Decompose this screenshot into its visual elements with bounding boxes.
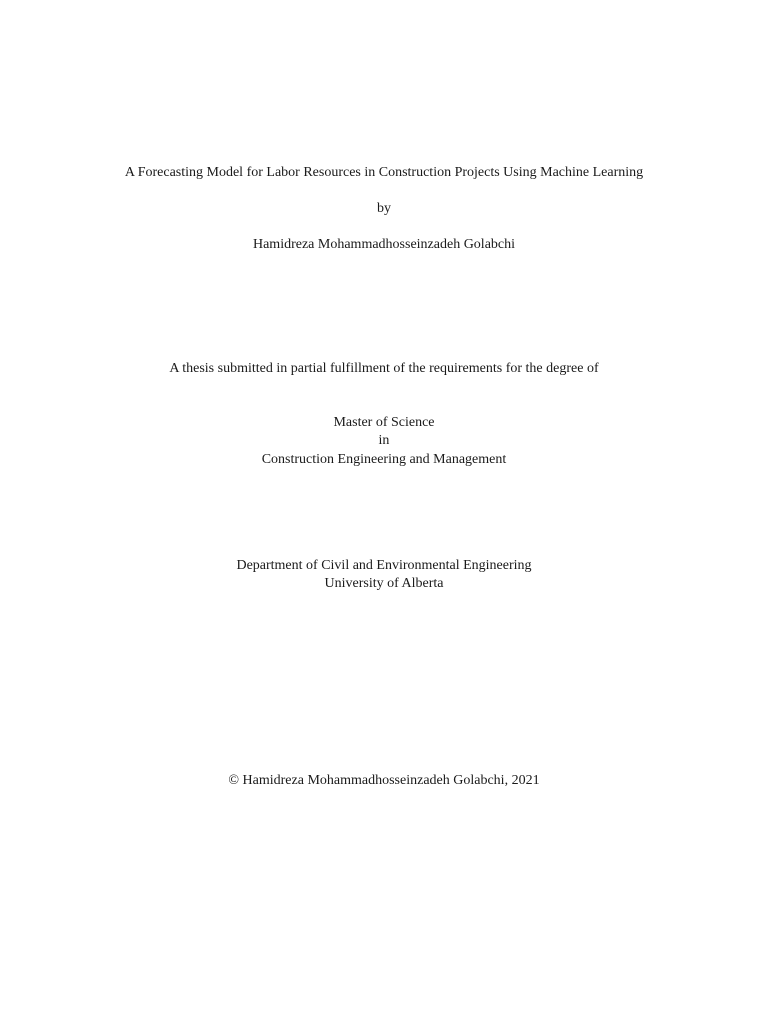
author-name: Hamidreza Mohammadhosseinzadeh Golabchi <box>252 237 516 252</box>
submission-statement: A thesis submitted in partial fulfillment of the requirements for the degree of <box>169 361 599 376</box>
thesis-title: A Forecasting Model for Labor Resources in Construction Projects Using Machine Learning <box>124 165 644 180</box>
degree-name: Master of Science <box>333 415 435 430</box>
university-name: University of Alberta <box>324 576 444 591</box>
degree-field: Construction Engineering and Management <box>261 452 507 467</box>
in-label: in <box>378 433 390 448</box>
copyright-notice: © Hamidreza Mohammadhosseinzadeh Golabchi, 2021 <box>228 773 540 788</box>
by-label: by <box>377 201 391 216</box>
department-name: Department of Civil and Environmental Engineering <box>236 558 532 573</box>
